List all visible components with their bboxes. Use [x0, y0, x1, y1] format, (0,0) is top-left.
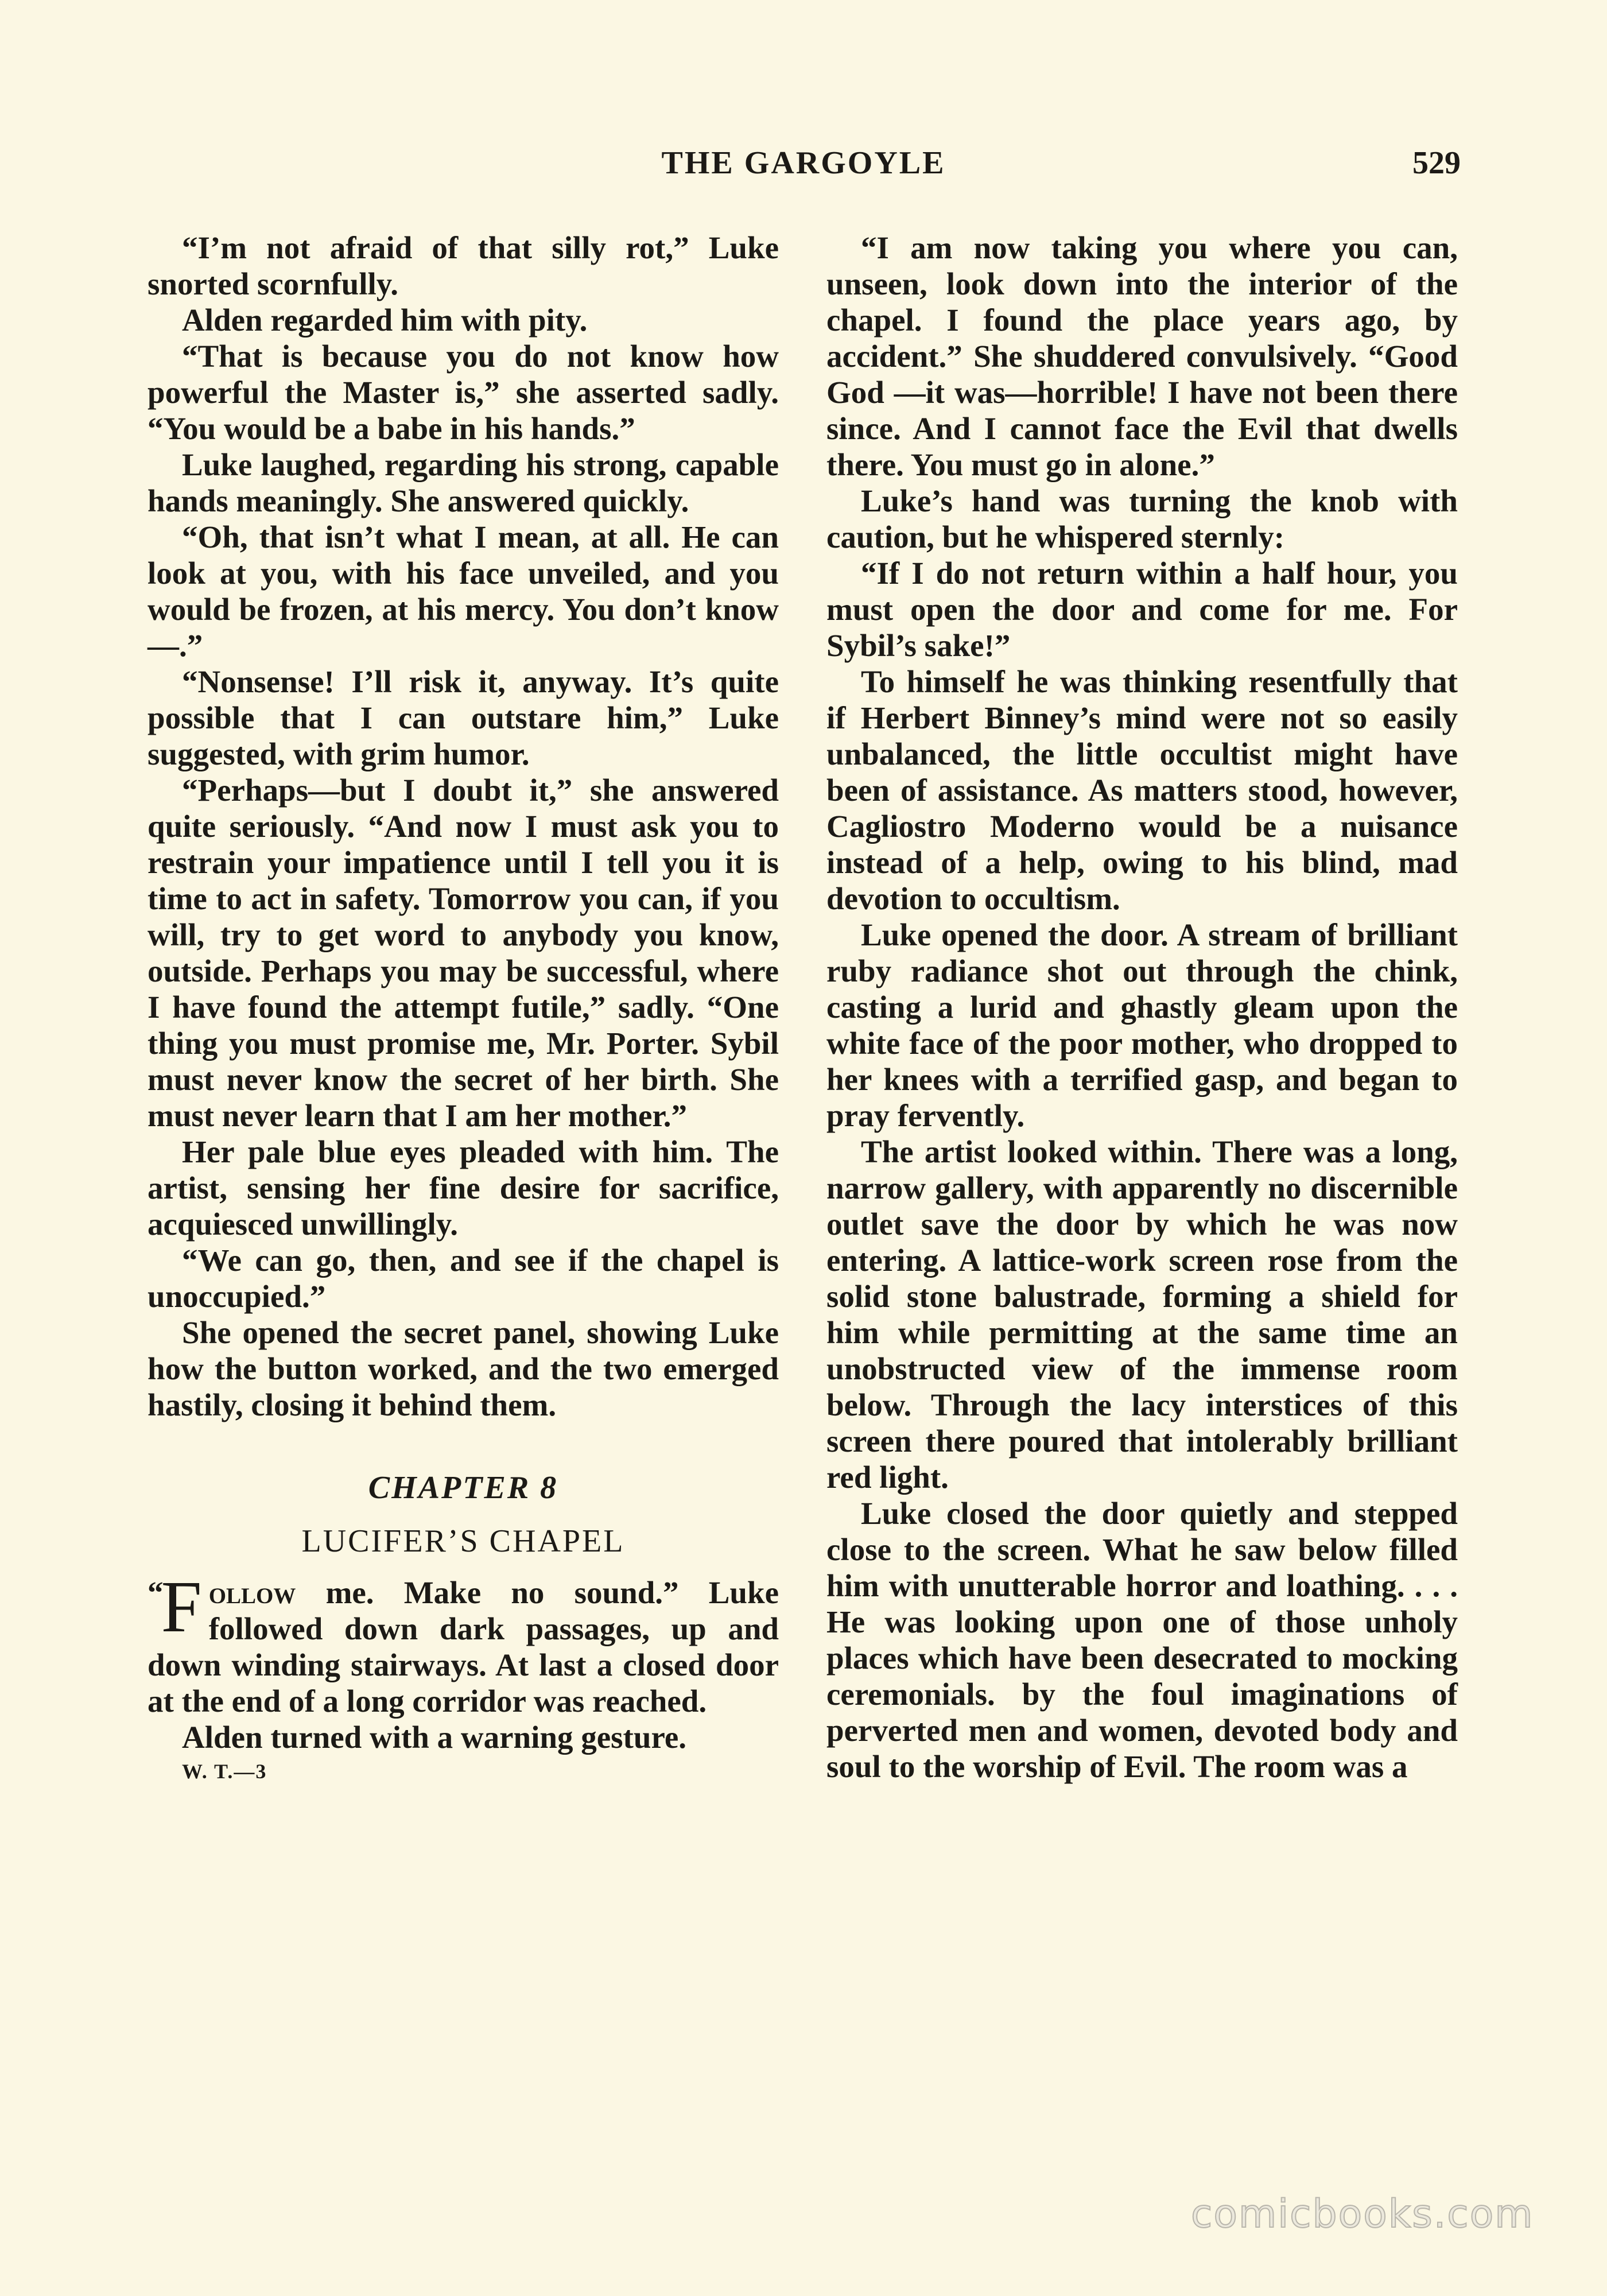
paragraph: Luke opened the door. A stream of brilliant ruby radiance shot out through the chink, casting a lurid and ghastly gleam upon the white face of the poor mother, who dropped to her knees with a terrified gasp, and began to pray fervently.: [826, 917, 1458, 1133]
chapter-title: LUCIFER’S CHAPEL: [301, 1523, 625, 1559]
right-column: [826, 230, 1458, 1785]
signature-mark: W. T.—3: [182, 1760, 267, 1783]
chapter-opening-paragraph: [147, 1566, 779, 1719]
chapter-heading: CHAPTER 8: [368, 1470, 558, 1506]
opening-smallcaps-word: ollow: [208, 1575, 296, 1610]
left-column: [147, 230, 779, 1783]
drop-cap: F: [161, 1566, 202, 1647]
opening-quote-mark: “: [147, 1575, 164, 1610]
paragraph: The artist looked within. There was a long, narrow gallery, with apparently no discernible outlet save the door by which he was now entering. A lattice-work screen rose from the solid stone balustrade, forming a shield for him while permitting at the same time an unobstructed view of the immense room below. Through the lacy interstices of this screen there poured that intolerably brilliant red light.: [826, 1134, 1458, 1495]
paragraph: “If I do not return within a half hour, you must open the door and come for me. For Sybil’s sake!”: [826, 556, 1458, 663]
paragraph: “That is because you do not know how powerful the Master is,” she asserted sadly. “You would be a babe in his hands.”: [147, 339, 779, 446]
paragraph: Alden regarded him with pity.: [182, 302, 588, 338]
paragraph: Her pale blue eyes pleaded with him. The artist, sensing her fine desire for sacrifice, acquiesced unwillingly.: [147, 1134, 779, 1242]
paragraph: “We can go, then, and see if the chapel is unoccupied.”: [147, 1243, 779, 1314]
paragraph: Luke’s hand was turning the knob with caution, but he whispered sternly:: [826, 483, 1458, 554]
paragraph: “I’m not afraid of that silly rot,” Luke snorted scornfully.: [147, 230, 779, 301]
paragraph: Luke closed the door quietly and stepped close to the screen. What he saw below filled him with unutterable horror and loathing. . . . He was looking upon one of those unholy places which have been desecrated to mocking ceremonials. by the foul imaginations of perverted men and women, devoted body and soul to the worship of Evil. The room was a: [826, 1496, 1458, 1784]
paragraph: “I am now taking you where you can, unseen, look down into the interior of the chapel. I found the place years ago, by accident.” She shuddered convulsively. “Good God —it was—horrible! I have not been there since. And I cannot face the Evil that dwells there. You must go in alone.”: [826, 230, 1458, 482]
paragraph: Alden turned with a warning gesture.: [182, 1720, 687, 1755]
paragraph: “Nonsense! I’ll risk it, anyway. It’s quite possible that I can outstare him,” Luke suggested, with grim humor.: [147, 664, 779, 771]
paragraph: She opened the secret panel, showing Luke how the button worked, and the two emerged hastily, closing it behind them.: [147, 1315, 779, 1422]
paragraph: “Oh, that isn’t what I mean, at all. He can look at you, with his face unveiled, and you would be frozen, at his mercy. You don’t know—.”: [147, 519, 779, 663]
paragraph: Luke laughed, regarding his strong, capable hands meaningly. She answered quickly.: [147, 447, 779, 518]
paragraph: “Perhaps—but I doubt it,” she answered quite seriously. “And now I must ask you to restrain your impatience until I tell you it is time to act in safety. Tomorrow you can, if you will, try to get word to anybody you know, outside. Perhaps you may be successful, where I have found the attempt futile,” sadly. “One thing you must promise me, Mr. Porter. Sybil must never know the secret of her birth. She must never learn that I am her mother.”: [147, 773, 779, 1133]
paragraph: To himself he was thinking resentfully that if Herbert Binney’s mind were not so easily unbalanced, the little occultist might have been of assistance. As matters stood, however, Cagliostro Moderno would be a nuisance instead of a help, owing to his blind, mad devotion to occultism.: [826, 664, 1458, 916]
page-number: 529: [1412, 145, 1461, 181]
watermark: comicbooks.com: [1191, 2192, 1534, 2237]
page-header: [146, 140, 1461, 186]
opening-text: me. Make no sound.” Luke followed down dark passages, up and down winding stairways. At last a closed door at the end of a long corridor was reached.: [147, 1575, 779, 1719]
running-title: THE GARGOYLE: [661, 145, 946, 181]
